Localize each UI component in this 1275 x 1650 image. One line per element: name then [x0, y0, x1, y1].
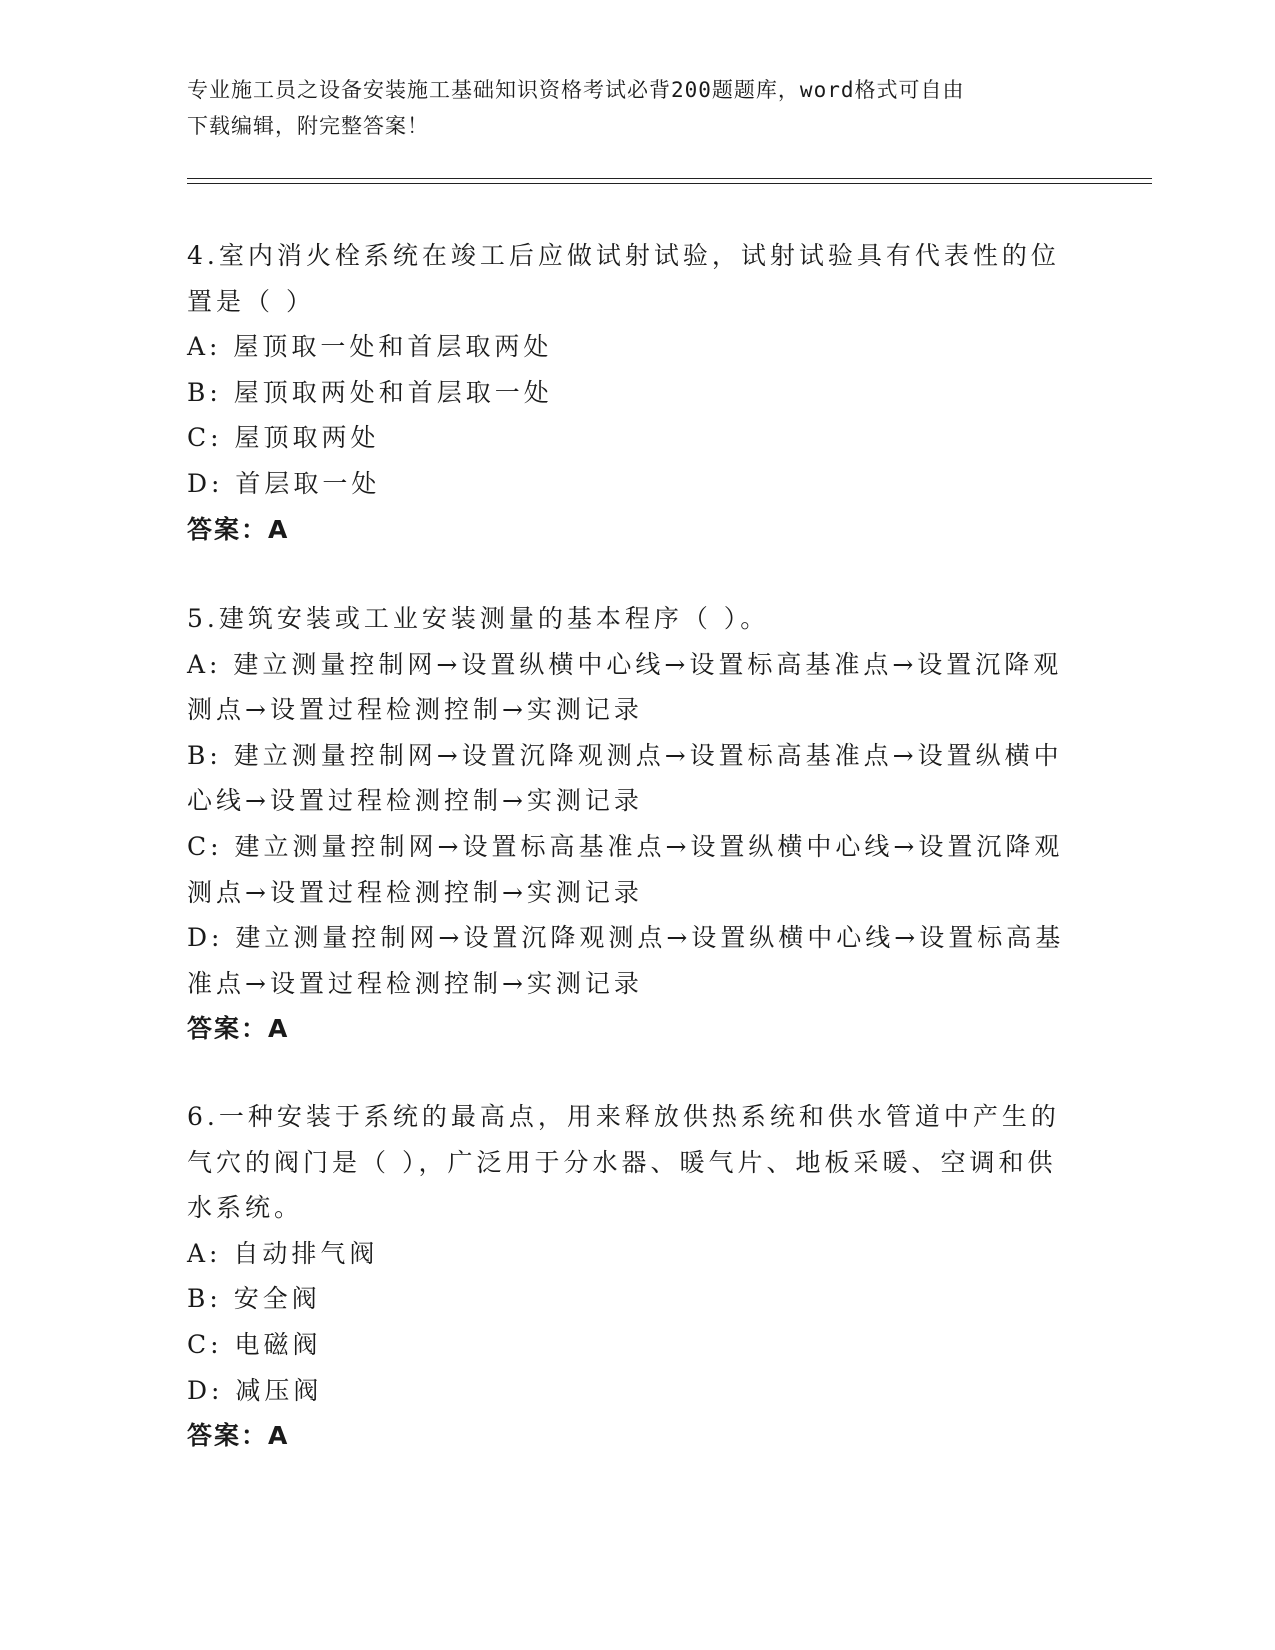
option-c: C: 屋顶取两处 — [187, 423, 380, 453]
option-a: A: 建立测量控制网→设置纵横中心线→设置标高基准点→设置沉降观 — [187, 649, 1063, 679]
option-b: B: 建立测量控制网→设置沉降观测点→设置标高基准点→设置纵横中 — [187, 740, 1063, 770]
answer-label: 答案：A — [187, 1421, 290, 1451]
header-line-2: 下载编辑，附完整答案！ — [187, 114, 429, 138]
question-stem-line: 6.一种安装于系统的最高点，用来释放供热系统和供水管道中产生的 — [187, 1102, 1060, 1131]
option-d: D: 建立测量控制网→设置沉降观测点→设置纵横中心线→设置标高基 — [187, 923, 1065, 953]
question-stem-line: 水系统。 — [187, 1193, 304, 1223]
option-c-continued: 测点→设置过程检测控制→实测记录 — [187, 877, 643, 907]
question-stem-line: 置是（ ） — [187, 286, 315, 316]
option-d: D: 减压阀 — [187, 1375, 323, 1405]
question-5 — [187, 596, 1087, 1052]
option-a-continued: 测点→设置过程检测控制→实测记录 — [187, 695, 643, 725]
option-d-continued: 准点→设置过程检测控制→实测记录 — [187, 968, 643, 998]
question-stem-line: 5.建筑安装或工业安装测量的基本程序（ ）。 — [187, 604, 770, 633]
answer-label: 答案：A — [187, 514, 290, 544]
question-6 — [187, 1094, 1087, 1459]
header-divider-bottom — [187, 183, 1152, 184]
question-stem-line: 气穴的阀门是（ ），广泛用于分水器、暖气片、地板采暖、空调和供 — [187, 1147, 1057, 1177]
document-header — [187, 72, 1067, 144]
option-b: B: 屋顶取两处和首层取一处 — [187, 377, 553, 407]
option-a: A: 自动排气阀 — [187, 1238, 379, 1268]
option-a: A: 屋顶取一处和首层取两处 — [187, 332, 553, 362]
option-b-continued: 心线→设置过程检测控制→实测记录 — [187, 786, 643, 816]
option-c: C: 建立测量控制网→设置标高基准点→设置纵横中心线→设置沉降观 — [187, 831, 1064, 861]
header-divider-top — [187, 178, 1152, 179]
option-d: D: 首层取一处 — [187, 468, 381, 498]
answer-label: 答案：A — [187, 1014, 290, 1044]
option-b: B: 安全阀 — [187, 1284, 321, 1314]
option-c: C: 电磁阀 — [187, 1329, 322, 1359]
header-line-1: 专业施工员之设备安装施工基础知识资格考试必背200题题库，word格式可自由 — [187, 78, 965, 102]
question-4 — [187, 233, 1087, 552]
question-stem-line: 4.室内消火栓系统在竣工后应做试射试验，试射试验具有代表性的位 — [187, 241, 1060, 270]
